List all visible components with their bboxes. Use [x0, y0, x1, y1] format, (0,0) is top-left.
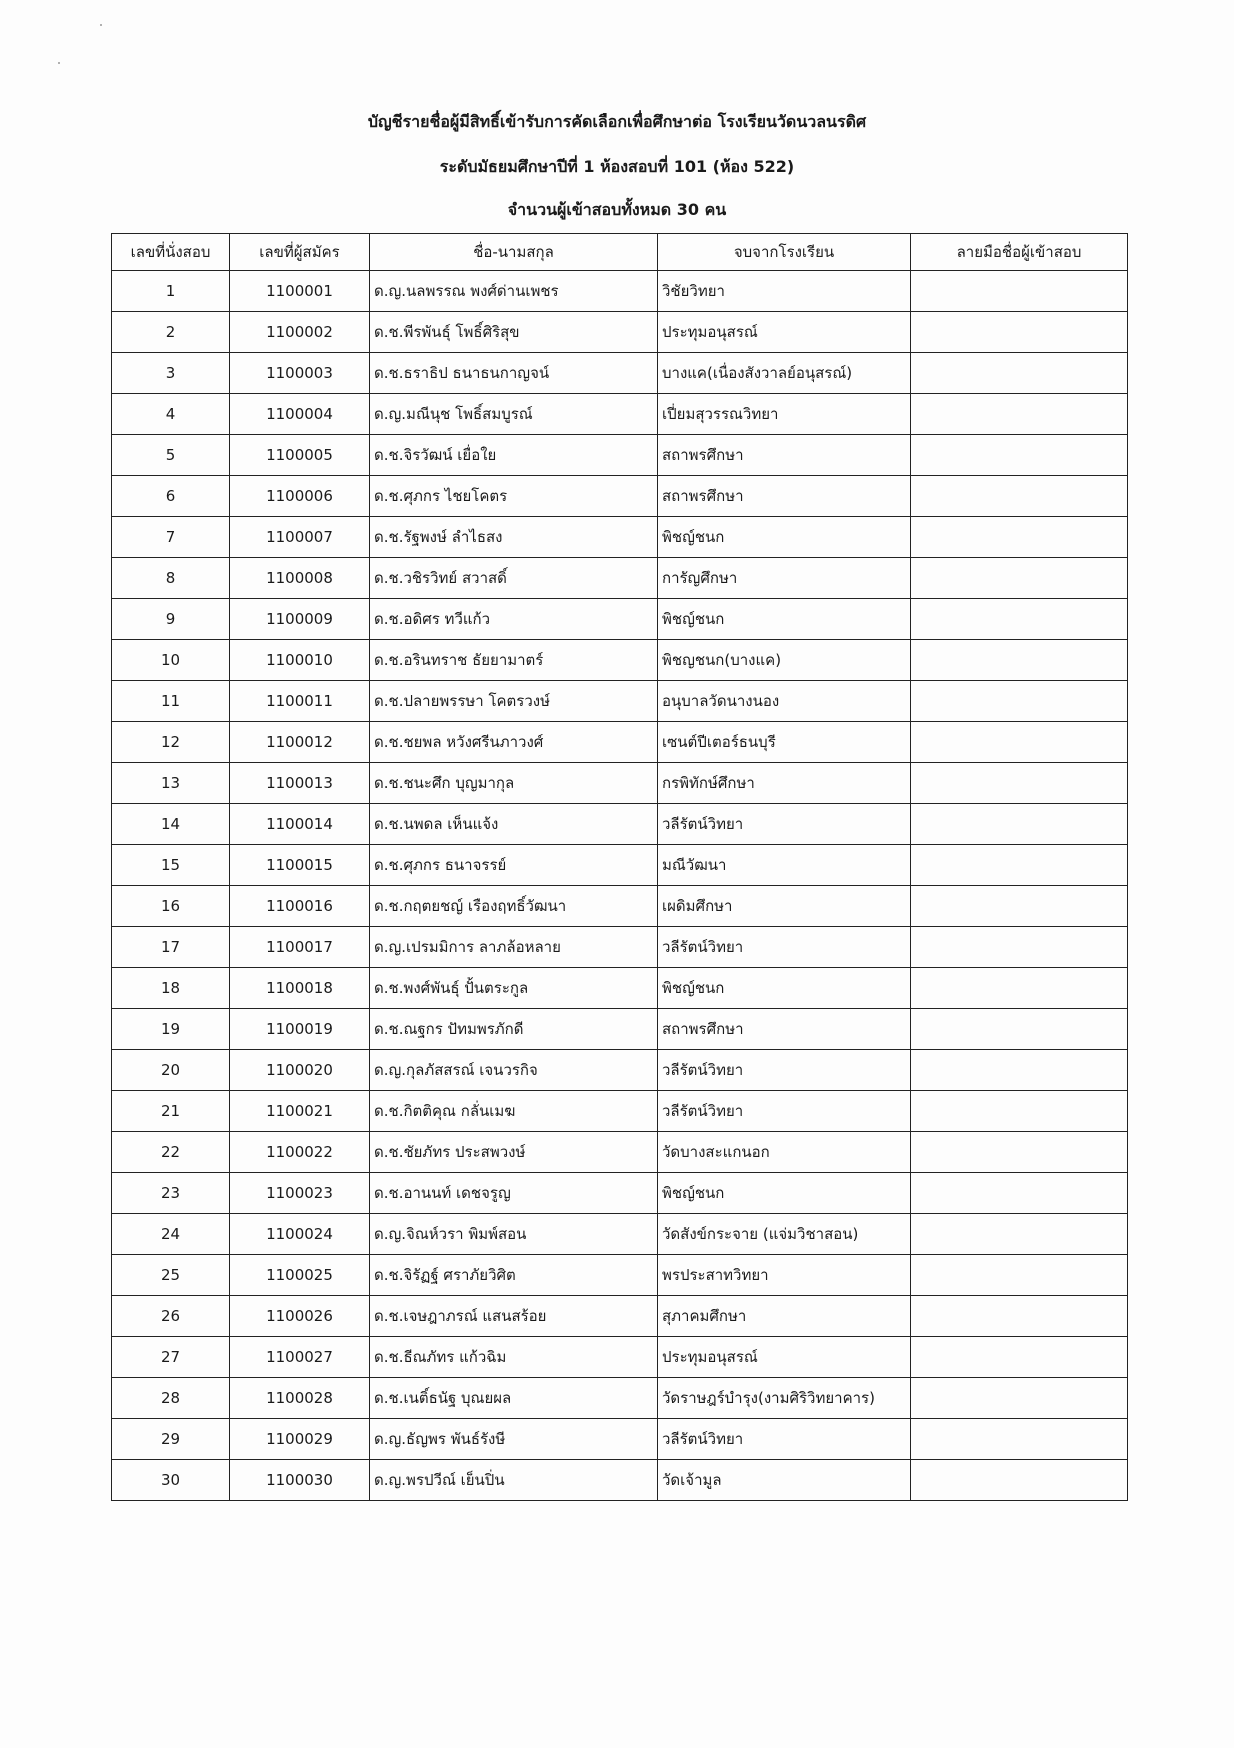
applicant-number-cell: 1100013 — [230, 763, 370, 804]
applicant-number-cell: 1100017 — [230, 927, 370, 968]
table-row — [112, 968, 1128, 1009]
school-cell: กรพิทักษ์ศึกษา — [658, 763, 911, 804]
full-name-cell: ด.ช.ชนะศึก บุญมากุล — [370, 763, 658, 804]
signature-cell — [911, 353, 1128, 394]
seat-number-cell: 23 — [112, 1173, 230, 1214]
applicant-number-cell: 1100011 — [230, 681, 370, 722]
full-name-cell: ด.ช.พงศ์พันธุ์ ปั้นตระกูล — [370, 968, 658, 1009]
applicant-number-cell: 1100026 — [230, 1296, 370, 1337]
table-row — [112, 1091, 1128, 1132]
scan-speck — [58, 62, 60, 64]
school-cell: วลีรัตน์วิทยา — [658, 927, 911, 968]
full-name-cell: ด.ช.กิตติคุณ กลั่นเมฆ — [370, 1091, 658, 1132]
school-cell: พิชญ์ชนก — [658, 968, 911, 1009]
full-name-cell: ด.ญ.มณีนุช โพธิ์สมบูรณ์ — [370, 394, 658, 435]
seat-number-cell: 7 — [112, 517, 230, 558]
table-row — [112, 1296, 1128, 1337]
signature-cell — [911, 1419, 1128, 1460]
signature-cell — [911, 1460, 1128, 1501]
signature-cell — [911, 476, 1128, 517]
full-name-cell: ด.ญ.กุลภัสสรณ์ เจนวรกิจ — [370, 1050, 658, 1091]
school-cell: อนุบาลวัดนางนอง — [658, 681, 911, 722]
school-cell: วลีรัตน์วิทยา — [658, 804, 911, 845]
signature-cell — [911, 1050, 1128, 1091]
applicant-number-cell: 1100015 — [230, 845, 370, 886]
table-row — [112, 558, 1128, 599]
school-cell: ประทุมอนุสรณ์ — [658, 312, 911, 353]
table-row — [112, 845, 1128, 886]
school-cell: เซนต์ปีเตอร์ธนบุรี — [658, 722, 911, 763]
table-row — [112, 435, 1128, 476]
seat-number-cell: 21 — [112, 1091, 230, 1132]
table-row — [112, 681, 1128, 722]
signature-cell — [911, 599, 1128, 640]
table-row — [112, 1050, 1128, 1091]
seat-number-cell: 30 — [112, 1460, 230, 1501]
table-row — [112, 927, 1128, 968]
full-name-cell: ด.ช.กฤตยชญ์ เรืองฤทธิ์วัฒนา — [370, 886, 658, 927]
school-cell: พิชญ์ชนก — [658, 1173, 911, 1214]
school-cell: วัดสังข์กระจาย (แจ่มวิชาสอน) — [658, 1214, 911, 1255]
full-name-cell: ด.ช.ธีณภัทร แก้วฉิม — [370, 1337, 658, 1378]
full-name-cell: ด.ช.อรินทราช ธัยยามาตร์ — [370, 640, 658, 681]
full-name-cell: ด.ช.อดิศร ทวีแก้ว — [370, 599, 658, 640]
applicant-number-cell: 1100027 — [230, 1337, 370, 1378]
seat-number-cell: 14 — [112, 804, 230, 845]
applicant-number-cell: 1100023 — [230, 1173, 370, 1214]
applicant-number-cell: 1100004 — [230, 394, 370, 435]
full-name-cell: ด.ช.เจษฎาภรณ์ แสนสร้อย — [370, 1296, 658, 1337]
applicant-number-cell: 1100022 — [230, 1132, 370, 1173]
seat-number-cell: 18 — [112, 968, 230, 1009]
school-cell: การัญศึกษา — [658, 558, 911, 599]
full-name-cell: ด.ช.วชิรวิทย์ สวาสดิ์ — [370, 558, 658, 599]
signature-cell — [911, 640, 1128, 681]
col-header-previous-school: จบจากโรงเรียน — [658, 234, 911, 271]
signature-cell — [911, 394, 1128, 435]
seat-number-cell: 9 — [112, 599, 230, 640]
school-cell: พิชญชนก(บางแค) — [658, 640, 911, 681]
applicant-number-cell: 1100005 — [230, 435, 370, 476]
table-row — [112, 476, 1128, 517]
signature-cell — [911, 435, 1128, 476]
signature-cell — [911, 1296, 1128, 1337]
school-cell: วลีรัตน์วิทยา — [658, 1050, 911, 1091]
signature-cell — [911, 886, 1128, 927]
table-row — [112, 517, 1128, 558]
full-name-cell: ด.ช.อานนท์ เดชจรูญ — [370, 1173, 658, 1214]
applicant-number-cell: 1100008 — [230, 558, 370, 599]
table-row — [112, 1009, 1128, 1050]
signature-cell — [911, 1091, 1128, 1132]
school-cell: เปี่ยมสุวรรณวิทยา — [658, 394, 911, 435]
table-row — [112, 722, 1128, 763]
full-name-cell: ด.ช.จิรัฏฐ์ ศราภัยวิศิต — [370, 1255, 658, 1296]
seat-number-cell: 2 — [112, 312, 230, 353]
full-name-cell: ด.ญ.เปรมมิการ ลาภล้อหลาย — [370, 927, 658, 968]
applicant-number-cell: 1100019 — [230, 1009, 370, 1050]
applicant-number-cell: 1100025 — [230, 1255, 370, 1296]
document-title: บัญชีรายชื่อผู้มีสิทธิ์เข้ารับการคัดเลือกเพื่อศึกษาต่อ โรงเรียนวัดนวลนรดิศ — [367, 112, 867, 131]
school-cell: สุภาคมศึกษา — [658, 1296, 911, 1337]
applicant-number-cell: 1100018 — [230, 968, 370, 1009]
table-row — [112, 312, 1128, 353]
seat-number-cell: 11 — [112, 681, 230, 722]
table-row — [112, 271, 1128, 312]
school-cell: พิชญ์ชนก — [658, 517, 911, 558]
signature-cell — [911, 1255, 1128, 1296]
signature-cell — [911, 312, 1128, 353]
seat-number-cell: 8 — [112, 558, 230, 599]
table-row — [112, 1337, 1128, 1378]
full-name-cell: ด.ช.ณฐกร ปัทมพรภักดี — [370, 1009, 658, 1050]
full-name-cell: ด.ช.จิรวัฒน์ เยื่อใย — [370, 435, 658, 476]
table-row — [112, 599, 1128, 640]
seat-number-cell: 10 — [112, 640, 230, 681]
document-subtitle-level-room: ระดับมัธยมศึกษาปีที่ 1 ห้องสอบที่ 101 (ห้อง 522) — [439, 157, 795, 176]
signature-cell — [911, 1173, 1128, 1214]
seat-number-cell: 25 — [112, 1255, 230, 1296]
seat-number-cell: 5 — [112, 435, 230, 476]
table-row — [112, 763, 1128, 804]
full-name-cell: ด.ญ.พรปวีณ์ เย็นปิ่น — [370, 1460, 658, 1501]
school-cell: วัดเจ้ามูล — [658, 1460, 911, 1501]
seat-number-cell: 27 — [112, 1337, 230, 1378]
seat-number-cell: 29 — [112, 1419, 230, 1460]
table-row — [112, 1173, 1128, 1214]
seat-number-cell: 4 — [112, 394, 230, 435]
seat-number-cell: 20 — [112, 1050, 230, 1091]
school-cell: มณีวัฒนา — [658, 845, 911, 886]
signature-cell — [911, 1214, 1128, 1255]
school-cell: สถาพรศึกษา — [658, 476, 911, 517]
table-row — [112, 1419, 1128, 1460]
signature-cell — [911, 1132, 1128, 1173]
full-name-cell: ด.ญ.จิณห์วรา พิมพ์สอน — [370, 1214, 658, 1255]
school-cell: วัดบางสะแกนอก — [658, 1132, 911, 1173]
applicant-number-cell: 1100012 — [230, 722, 370, 763]
school-cell: เผดิมศึกษา — [658, 886, 911, 927]
applicant-number-cell: 1100028 — [230, 1378, 370, 1419]
full-name-cell: ด.ช.ชัยภัทร ประสพวงษ์ — [370, 1132, 658, 1173]
full-name-cell: ด.ช.ศุภกร ไชยโคตร — [370, 476, 658, 517]
table-row — [112, 1214, 1128, 1255]
signature-cell — [911, 517, 1128, 558]
seat-number-cell: 17 — [112, 927, 230, 968]
school-cell: วลีรัตน์วิทยา — [658, 1091, 911, 1132]
school-cell: วิชัยวิทยา — [658, 271, 911, 312]
applicant-number-cell: 1100030 — [230, 1460, 370, 1501]
full-name-cell: ด.ช.ธราธิป ธนาธนกาญจน์ — [370, 353, 658, 394]
signature-cell — [911, 722, 1128, 763]
table-row — [112, 394, 1128, 435]
signature-cell — [911, 845, 1128, 886]
applicant-number-cell: 1100006 — [230, 476, 370, 517]
col-header-seat-number: เลขที่นั่งสอบ — [112, 234, 230, 271]
full-name-cell: ด.ช.นพดล เห็นแจ้ง — [370, 804, 658, 845]
full-name-cell: ด.ช.ศุภกร ธนาจรรย์ — [370, 845, 658, 886]
full-name-cell: ด.ช.รัฐพงษ์ ลำไธสง — [370, 517, 658, 558]
full-name-cell: ด.ช.ปลายพรรษา โคตรวงษ์ — [370, 681, 658, 722]
signature-cell — [911, 804, 1128, 845]
applicant-number-cell: 1100016 — [230, 886, 370, 927]
signature-cell — [911, 681, 1128, 722]
full-name-cell: ด.ช.พีรพันธุ์ โพธิ์ศิริสุข — [370, 312, 658, 353]
school-cell: พิชญ์ชนก — [658, 599, 911, 640]
applicant-number-cell: 1100007 — [230, 517, 370, 558]
signature-cell — [911, 763, 1128, 804]
school-cell: บางแค(เนื่องสังวาลย์อนุสรณ์) — [658, 353, 911, 394]
seat-number-cell: 6 — [112, 476, 230, 517]
seat-number-cell: 12 — [112, 722, 230, 763]
document-subtitle-count: จำนวนผู้เข้าสอบทั้งหมด 30 คน — [507, 200, 727, 219]
seat-number-cell: 16 — [112, 886, 230, 927]
school-cell: ประทุมอนุสรณ์ — [658, 1337, 911, 1378]
scan-speck — [100, 24, 102, 26]
applicant-number-cell: 1100014 — [230, 804, 370, 845]
applicant-number-cell: 1100010 — [230, 640, 370, 681]
applicant-number-cell: 1100024 — [230, 1214, 370, 1255]
seat-number-cell: 24 — [112, 1214, 230, 1255]
full-name-cell: ด.ช.เนติ์ธนัฐ บุณยผล — [370, 1378, 658, 1419]
table-row — [112, 886, 1128, 927]
table-row — [112, 1255, 1128, 1296]
signature-cell — [911, 927, 1128, 968]
school-cell: สถาพรศึกษา — [658, 1009, 911, 1050]
seat-number-cell: 28 — [112, 1378, 230, 1419]
signature-cell — [911, 1378, 1128, 1419]
seat-number-cell: 1 — [112, 271, 230, 312]
table-row — [112, 353, 1128, 394]
candidate-table — [111, 233, 1128, 1501]
table-header-row — [112, 234, 1128, 271]
applicant-number-cell: 1100020 — [230, 1050, 370, 1091]
seat-number-cell: 26 — [112, 1296, 230, 1337]
applicant-number-cell: 1100021 — [230, 1091, 370, 1132]
full-name-cell: ด.ช.ชยพล หวังศรีนภาวงศ์ — [370, 722, 658, 763]
school-cell: วัดราษฎร์บำรุง(งามศิริวิทยาคาร) — [658, 1378, 911, 1419]
school-cell: พรประสาทวิทยา — [658, 1255, 911, 1296]
school-cell: วลีรัตน์วิทยา — [658, 1419, 911, 1460]
col-header-full-name: ชื่อ-นามสกุล — [370, 234, 658, 271]
table-row — [112, 1132, 1128, 1173]
signature-cell — [911, 968, 1128, 1009]
applicant-number-cell: 1100029 — [230, 1419, 370, 1460]
applicant-number-cell: 1100003 — [230, 353, 370, 394]
seat-number-cell: 15 — [112, 845, 230, 886]
signature-cell — [911, 1337, 1128, 1378]
applicant-number-cell: 1100002 — [230, 312, 370, 353]
full-name-cell: ด.ญ.นลพรรณ พงศ์ด่านเพชร — [370, 271, 658, 312]
seat-number-cell: 22 — [112, 1132, 230, 1173]
seat-number-cell: 3 — [112, 353, 230, 394]
applicant-number-cell: 1100009 — [230, 599, 370, 640]
full-name-cell: ด.ญ.ธัญพร พันธ์รังษี — [370, 1419, 658, 1460]
signature-cell — [911, 1009, 1128, 1050]
table-row — [112, 1378, 1128, 1419]
applicant-number-cell: 1100001 — [230, 271, 370, 312]
school-cell: สถาพรศึกษา — [658, 435, 911, 476]
table-row — [112, 804, 1128, 845]
signature-cell — [911, 558, 1128, 599]
seat-number-cell: 19 — [112, 1009, 230, 1050]
table-row — [112, 640, 1128, 681]
col-header-signature: ลายมือชื่อผู้เข้าสอบ — [911, 234, 1128, 271]
table-body — [112, 271, 1128, 1501]
table-row — [112, 1460, 1128, 1501]
seat-number-cell: 13 — [112, 763, 230, 804]
signature-cell — [911, 271, 1128, 312]
col-header-applicant-number: เลขที่ผู้สมัคร — [230, 234, 370, 271]
